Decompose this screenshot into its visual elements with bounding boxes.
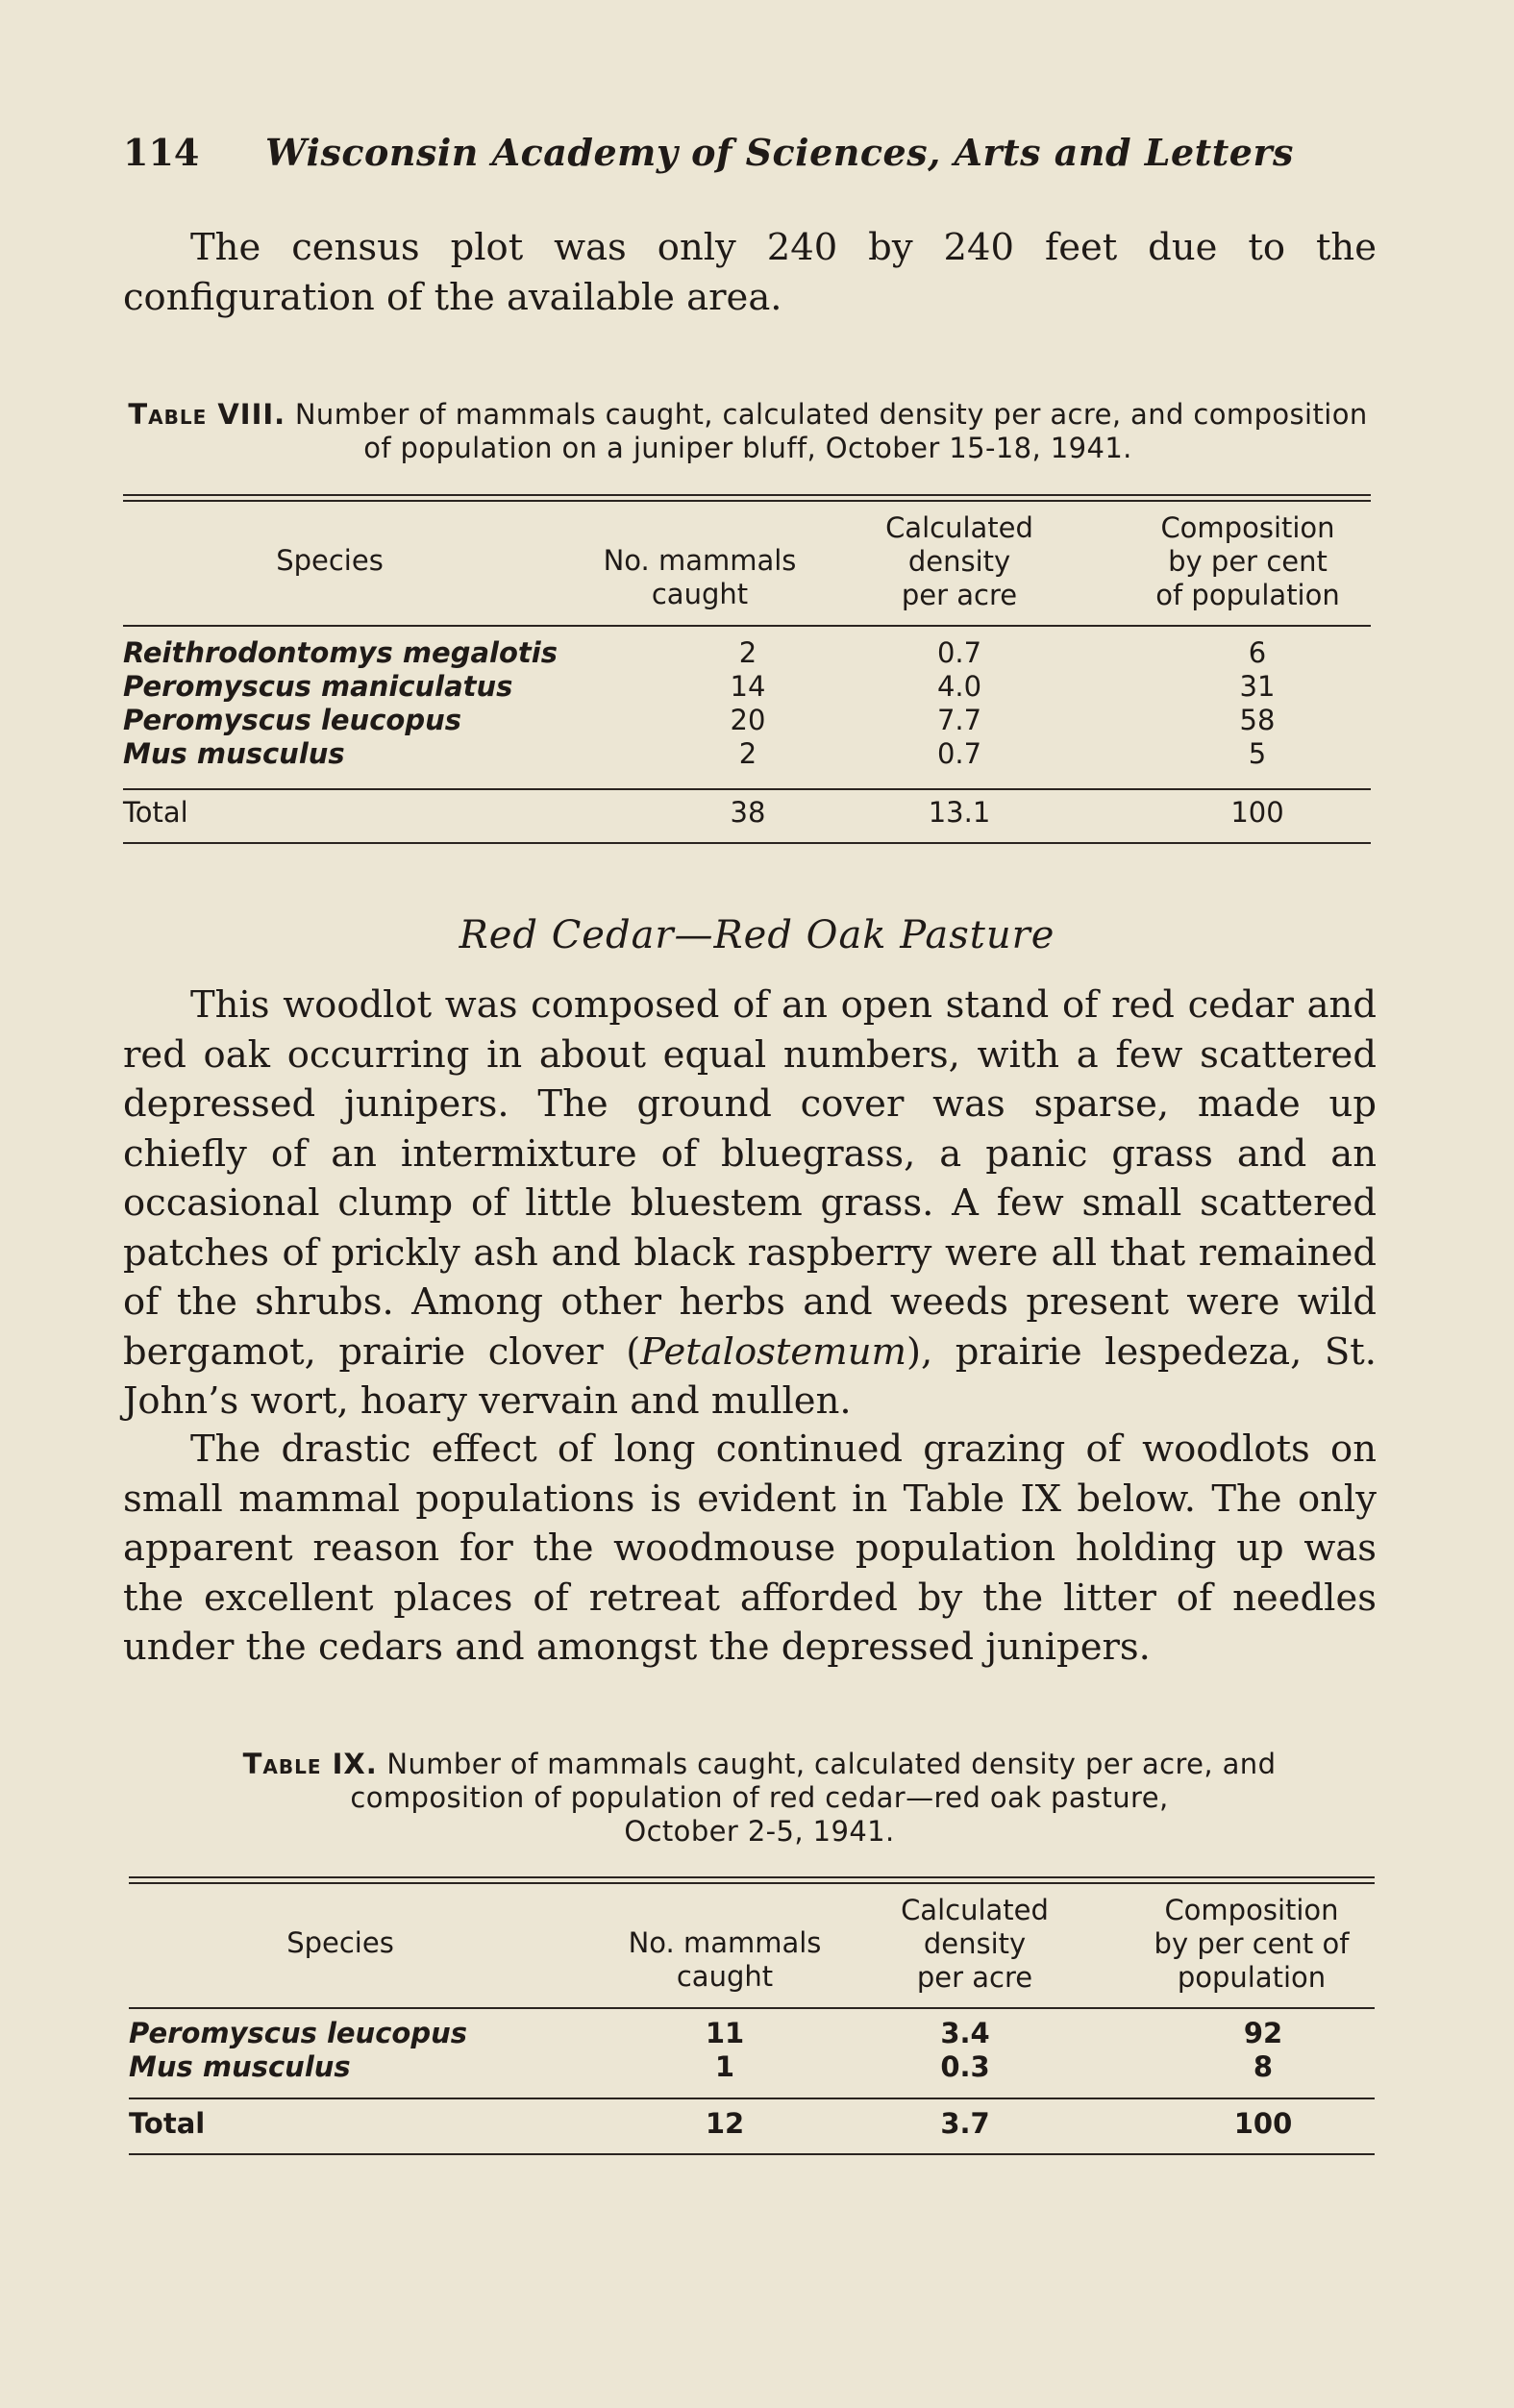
table-row-density: 7.7 xyxy=(936,704,982,736)
table-row-species: Reithrodontomys megalotis xyxy=(123,636,558,669)
table-viii xyxy=(123,494,1371,850)
intro-paragraph: The census plot was only 240 by 240 feet due to the configuration of the available area. xyxy=(123,226,1377,319)
table-ix-label: Table IX. xyxy=(242,1748,378,1780)
paragraph-text-after: ), prairie lespedeza, St. John’s wort, hoary vervain and mullen. xyxy=(123,1329,1377,1423)
table-top-rule xyxy=(129,1876,1375,1878)
section-heading: Red Cedar—Red Oak Pasture xyxy=(459,913,1055,957)
header-composition-line3: of population xyxy=(1155,579,1340,611)
header-density-line3: per acre xyxy=(916,1961,1033,1994)
paragraph-text-italic: Petalostemum xyxy=(640,1329,906,1374)
header-composition-line1: Composition xyxy=(1160,511,1335,544)
total-density: 3.7 xyxy=(940,2107,990,2140)
table-viii-label: Table VIII. xyxy=(128,398,286,431)
header-composition-line3: population xyxy=(1177,1961,1327,1994)
header-density-line2: density xyxy=(907,545,1011,578)
header-caught-line1: No. mammals xyxy=(628,1926,822,1959)
total-density: 13.1 xyxy=(928,796,991,829)
table-row-composition: 92 xyxy=(1243,2017,1283,2049)
table-top-rule xyxy=(123,494,1371,496)
table-top-rule xyxy=(129,1882,1375,1884)
table-viii-caption xyxy=(123,398,1373,465)
header-caught-line2: caught xyxy=(676,1960,774,1993)
total-caught: 38 xyxy=(730,796,766,829)
running-header xyxy=(123,131,1373,179)
table-row-caught: 14 xyxy=(730,670,766,703)
page-number: 114 xyxy=(123,131,200,174)
header-density-line2: density xyxy=(923,1927,1027,1960)
table-ix xyxy=(129,1876,1375,2165)
table-ix-caption-line2: composition of population of red cedar—red oak pasture, xyxy=(350,1781,1169,1814)
journal-title: Wisconsin Academy of Sciences, Arts and Letters xyxy=(265,131,1294,174)
header-composition-line1: Composition xyxy=(1164,1894,1339,1926)
table-row-density: 0.7 xyxy=(936,737,982,770)
table-row-density: 0.3 xyxy=(940,2050,990,2083)
header-density-line1: Calculated xyxy=(901,1894,1049,1926)
table-row-caught: 2 xyxy=(738,737,757,770)
table-row-composition: 58 xyxy=(1239,704,1276,736)
table-row-density: 3.4 xyxy=(940,2017,990,2049)
table-top-rule xyxy=(123,500,1371,502)
table-row-species: Peromyscus leucopus xyxy=(123,704,461,736)
header-density-line1: Calculated xyxy=(885,511,1033,544)
total-label: Total xyxy=(123,796,188,829)
table-row-composition: 5 xyxy=(1248,737,1267,770)
header-caught-line1: No. mammals xyxy=(603,544,797,577)
table-row-species: Peromyscus maniculatus xyxy=(123,670,513,703)
header-rule xyxy=(129,2007,1375,2009)
table-row-caught: 2 xyxy=(738,636,757,669)
header-species: Species xyxy=(276,544,384,577)
paragraph-text-before: This woodlot was composed of an open stand of red cedar and red oak occurring in about equal numbers, with a few scattered depressed junipers. The ground cover was sparse, made up chiefly of an intermixture of bluegrass, a panic grass and an occasional clump of little bluestem grass. A few small scattered patches of prickly ash and black raspberry were all that remained of the shrubs. Among other herbs and weeds present were wild bergamot, prairie clover ( xyxy=(123,983,1377,1374)
table-ix-caption-line3: October 2-5, 1941. xyxy=(624,1815,895,1848)
table-row-caught: 20 xyxy=(730,704,766,736)
header-caught-line2: caught xyxy=(651,578,749,610)
total-composition: 100 xyxy=(1233,2107,1293,2140)
table-ix-caption-text: Number of mammals caught, calculated density per acre, and xyxy=(386,1748,1277,1780)
total-label: Total xyxy=(129,2107,206,2140)
header-composition-line2: by per cent xyxy=(1168,545,1328,578)
body-paragraph-2: The drastic effect of long continued grazing of woodlots on small mammal populations is evident in Table IX below. The only apparent reason for the woodmouse population holding up was the excellent places of retreat afforded by the litter of needles under the cedars and amongst the depressed junipers. xyxy=(123,1427,1377,1669)
table-row-caught: 11 xyxy=(705,2017,745,2049)
table-bottom-rule xyxy=(129,2153,1375,2155)
header-rule xyxy=(123,625,1371,627)
table-row-composition: 6 xyxy=(1248,636,1267,669)
header-composition-line2: by per cent of xyxy=(1154,1927,1350,1960)
table-row-species: Mus musculus xyxy=(129,2050,351,2083)
total-caught: 12 xyxy=(705,2107,745,2140)
table-row-species: Mus musculus xyxy=(123,737,345,770)
table-row-composition: 31 xyxy=(1239,670,1276,703)
total-composition: 100 xyxy=(1230,796,1284,829)
table-row-species: Peromyscus leucopus xyxy=(129,2017,467,2049)
table-row-density: 4.0 xyxy=(936,670,982,703)
table-row-caught: 1 xyxy=(714,2050,735,2083)
table-row-composition: 8 xyxy=(1253,2050,1274,2083)
table-viii-caption-text: Number of mammals caught, calculated density per acre, and composition of population on a juniper bluff, October 15-18, 1941. xyxy=(294,398,1368,464)
header-species: Species xyxy=(286,1926,394,1959)
table-ix-caption-line1 xyxy=(144,1748,1375,1781)
table-ix-caption xyxy=(144,1748,1375,1849)
body-paragraph-1 xyxy=(123,981,1377,1427)
total-rule xyxy=(123,788,1371,790)
header-density-line3: per acre xyxy=(901,579,1018,611)
table-row-density: 0.7 xyxy=(936,636,982,669)
table-bottom-rule xyxy=(123,842,1371,844)
total-rule xyxy=(129,2098,1375,2099)
